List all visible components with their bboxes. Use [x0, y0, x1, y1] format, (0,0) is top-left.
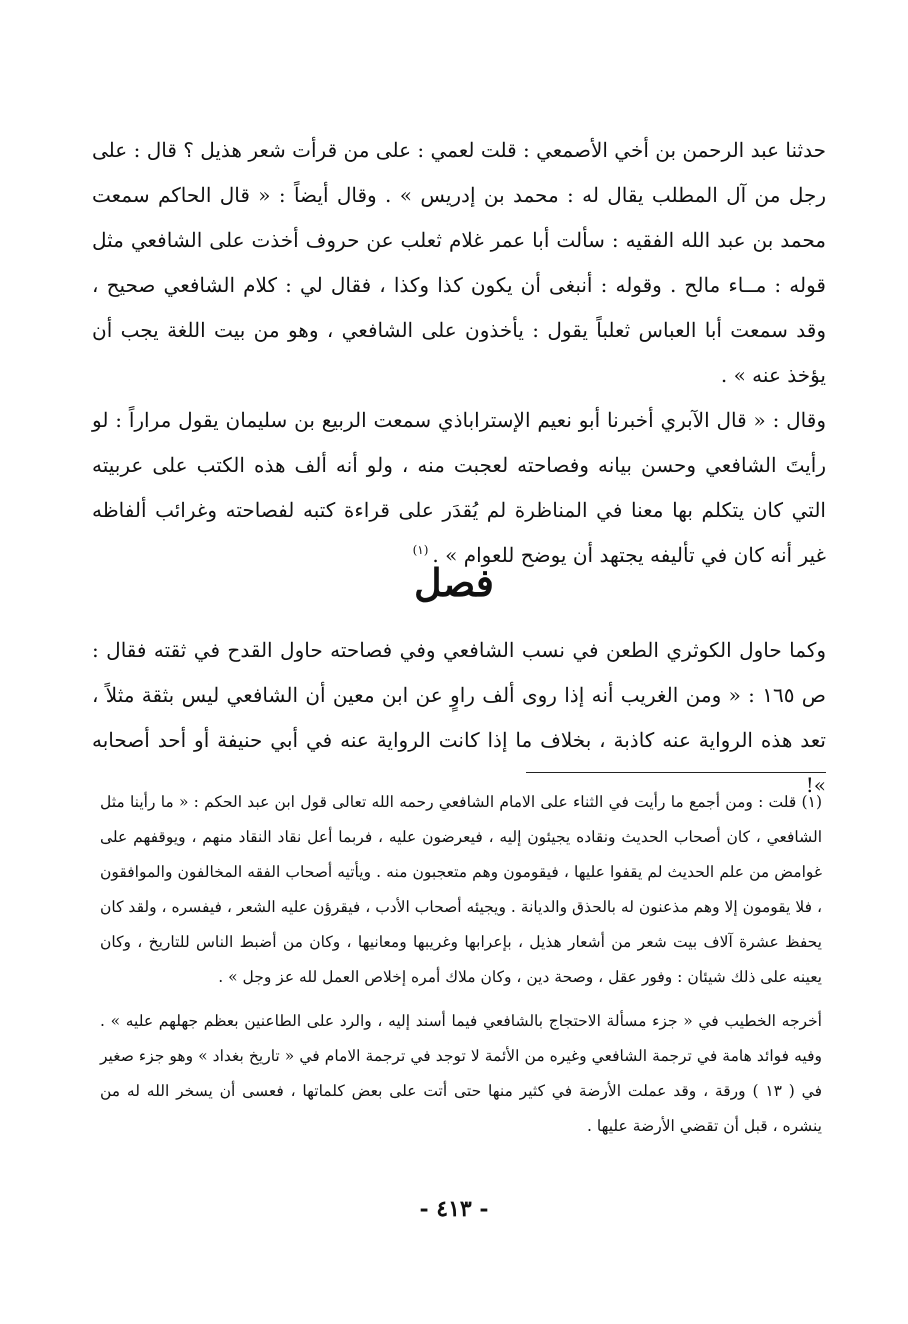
body-paragraph-text: وقال : « قال الآبري أخبرنا أبو نعيم الإستراباذي سمعت الربيع بن سليمان يقول مراراً : لو رأيتَ الشافعي وحسن بيانه وفصاحته لعجبت منه ، ولو أنه ألف هذه الكتب على عربيته التي كان يتكلم بها معنا في المناظرة لم يُقدَر على قراءة كتبه لفصاحته وغرائب ألفاظه غير أنه كان في تأليفه يجتهد أن يوضح للعوام » . [92, 408, 826, 567]
footnote-separator [526, 772, 826, 773]
footnote-reference: (١) [412, 543, 429, 558]
main-text-block [92, 128, 826, 578]
section-heading: فصل [414, 560, 494, 605]
footnotes-block [100, 785, 822, 1144]
page-number: - ٤١٣ - [419, 1196, 489, 1222]
body-paragraph [92, 398, 826, 578]
body-paragraph: حدثنا عبد الرحمن بن أخي الأصمعي : قلت لعمي : على من قرأت شعر هذيل ؟ قال : على رجل من آل المطلب يقال له : محمد بن إدريس » . وقال أيضاً : « قال الحاكم سمعت محمد بن عبد الله الفقيه : سألت أبا عمر غلام ثعلب عن حروف أخذت على الشافعي مثل قوله : مــاء مالح . وقوله : أنبغى أن يكون كذا وكذا ، فقال لي : كلام الشافعي صحيح ، وقد سمعت أبا العباس ثعلباً يقول : يأخذون على الشافعي ، وهو من بيت اللغة يجب أن يؤخذ عنه » . [92, 138, 826, 387]
main-text-block-2 [92, 628, 826, 808]
body-paragraph: وكما حاول الكوثري الطعن في نسب الشافعي وفي فصاحته حاول القدح في ثقته فقال : ص ١٦٥ : « ومن الغريب أنه إذا روى ألف راوٍ عن ابن معين أن الشافعي ليس بثقة مثلاً ، تعد هذه الرواية عنه كاذبة ، بخلاف ما إذا كانت الرواية عنه في أبي حنيفة أو أحد أصحابه »! [92, 638, 826, 797]
footnote: أخرجه الخطيب في « جزء مسألة الاحتجاج بالشافعي فيما أسند إليه ، والرد على الطاعنين بعظم جهلهم عليه » . وفيه فوائد هامة في ترجمة الشافعي وغيره من الأئمة لا توجد في ترجمة الامام في « تاريخ بغداد » وهو جزء صغير في ( ١٣ ) ورقة ، وقد عملت الأرضة في كثير منها حتى أتت على بعض كلماتها ، فعسى أن يسخر الله له من ينشره ، قبل أن تقضي الأرضة عليها . [100, 1012, 822, 1135]
footnote: (١) قلت : ومن أجمع ما رأيت في الثناء على الامام الشافعي رحمه الله تعالى قول ابن عبد الحكم : « ما رأينا مثل الشافعي ، كان أصحاب الحديث ونقاده يجيئون إليه ، فيعرضون عليه ، فربما أعل نقاد النقاد منهم ، ويوقفهم على غوامض من علم الحديث لم يقفوا عليها ، فيقومون وهم متعجبون منه . ويأتيه أصحاب الفقه المخالفون والموافقون ، فلا يقومون إلا وهم مذعنون له بالحذق والديانة . ويجيئه أصحاب الأدب ، فيقرؤن عليه الشعر ، فيفسره ، ولقد كان يحفظ عشرة آلاف بيت شعر من أشعار هذيل ، بإعرابها وغريبها ومعانيها ، وكان من أضبط الناس للتاريخ ، وكان يعينه على ذلك شيئان : وفور عقل ، وصحة دين ، وكان ملاك أمره إخلاص العمل لله عز وجل » . [100, 793, 822, 986]
